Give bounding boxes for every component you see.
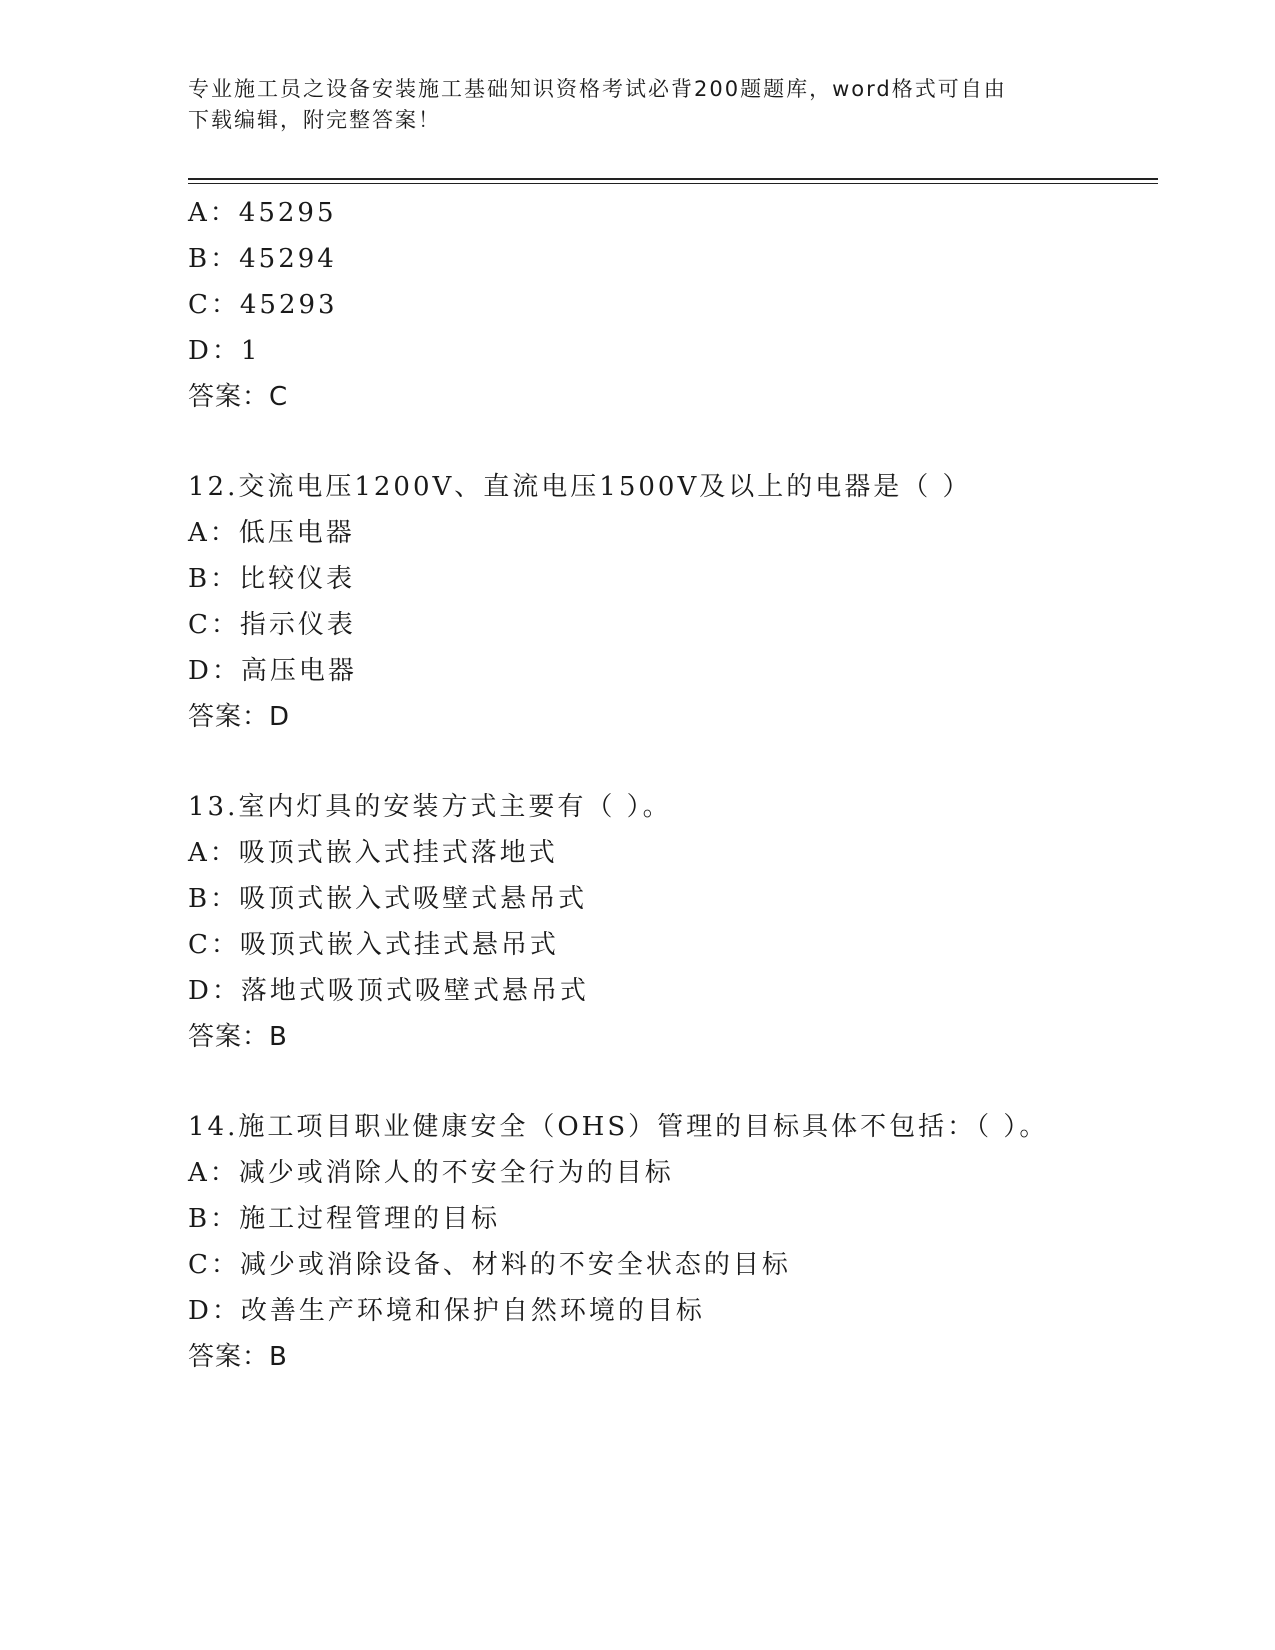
- option-b: B：吸顶式嵌入式吸壁式悬吊式: [188, 884, 588, 914]
- header-divider-thin: [188, 183, 1158, 184]
- answer-line: 答案：B: [188, 1342, 288, 1372]
- header-title-line-1: 专业施工员之设备安装施工基础知识资格考试必背200题题库，word格式可自由: [188, 77, 1007, 101]
- option-a: A：减少或消除人的不安全行为的目标: [188, 1158, 674, 1188]
- document-header: [188, 74, 1088, 136]
- option-d: D：落地式吸顶式吸壁式悬吊式: [188, 976, 589, 1006]
- option-a: A：吸顶式嵌入式挂式落地式: [188, 838, 558, 868]
- answer-line: 答案：C: [188, 382, 289, 412]
- question-stem: 13.室内灯具的安装方式主要有（ ）。: [188, 792, 672, 822]
- option-c: C：45293: [188, 290, 338, 320]
- option-d: D：1: [188, 336, 261, 366]
- option-a: A：45295: [188, 198, 337, 228]
- question-14: [188, 1104, 1158, 1380]
- option-d: D：高压电器: [188, 656, 357, 686]
- question-list: [188, 190, 1158, 1380]
- answer-line: 答案：B: [188, 1022, 288, 1052]
- question-11-continued: [188, 190, 1158, 420]
- question-stem: 14.施工项目职业健康安全（OHS）管理的目标具体不包括：（ ）。: [188, 1112, 1049, 1142]
- option-c: C：指示仪表: [188, 610, 356, 640]
- option-b: B：施工过程管理的目标: [188, 1204, 501, 1234]
- option-a: A：低压电器: [188, 518, 355, 548]
- question-stem: 12.交流电压1200V、直流电压1500V及以上的电器是（ ）: [188, 472, 972, 502]
- question-12: [188, 464, 1158, 740]
- question-13: [188, 784, 1158, 1060]
- option-d: D：改善生产环境和保护自然环境的目标: [188, 1296, 705, 1326]
- option-b: B：45294: [188, 244, 337, 274]
- answer-line: 答案：D: [188, 702, 291, 732]
- option-c: C：吸顶式嵌入式挂式悬吊式: [188, 930, 559, 960]
- header-divider-thick: [188, 178, 1158, 180]
- header-title-line-2: 下载编辑，附完整答案！: [188, 108, 441, 132]
- option-b: B：比较仪表: [188, 564, 356, 594]
- option-c: C：减少或消除设备、材料的不安全状态的目标: [188, 1250, 791, 1280]
